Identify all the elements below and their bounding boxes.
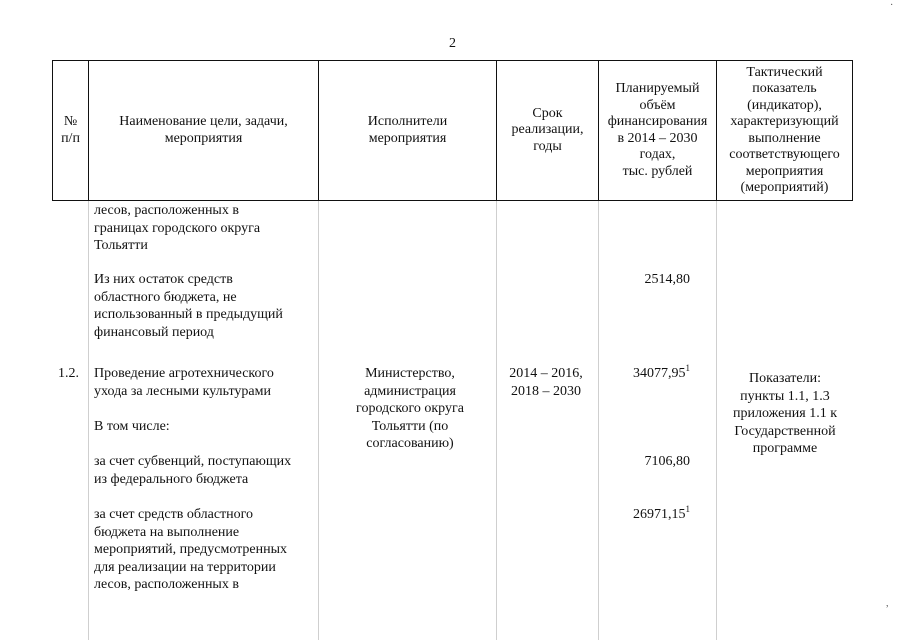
header-executors: Исполнители мероприятия [319,61,497,201]
continued-item-name: лесов, расположенных в границах городского округа Тольятти [94,203,261,253]
remainder-financing: 2514,80 [644,272,690,287]
header-number: № п/п [53,61,89,201]
regional-budget-name: за счет средств областного бюджета на выполнение мероприятий, предусмотренных для реализации на территории лесов, расположенных в [94,507,288,592]
column-divider [496,201,497,640]
scan-speck: · [890,0,894,11]
table-header [52,60,853,201]
scan-speck: , [886,598,889,609]
item-name: Проведение агротехнического ухода за лесными культурами [94,366,274,399]
item-indicator: Показатели: пункты 1.1, 1.3 приложения 1.1 к Государственной программе [732,371,838,456]
remainder-name: Из них остаток средств областного бюджета, не использованный в предыдущий финансовый период [94,272,283,340]
header-financing: Планируемый объём финансирования в 2014 – 2030 годах, тыс. рублей [599,61,717,201]
federal-subvention-name: за счет субвенций, поступающих из федерального бюджета [94,454,292,487]
item-executors: Министерство, администрация городского округа Тольятти (по согласованию) [356,366,464,451]
item-financing-value: 34077,95 [633,366,686,381]
header-indicator: Тактический показатель (индикатор), характеризующий выполнение соответствующего мероприятия (мероприятий) [717,61,853,201]
page-number: 2 [449,36,456,51]
column-divider [598,201,599,640]
item-number: 1.2. [58,366,79,381]
header-name: Наименование цели, задачи, мероприятия [89,61,319,201]
footnote-mark: 1 [685,504,690,514]
column-divider [88,201,89,640]
federal-subvention-financing: 7106,80 [644,454,690,469]
including-label: В том числе: [94,419,170,434]
header-period: Срок реализации, годы [497,61,599,201]
item-period: 2014 – 2016, 2018 – 2030 [509,366,583,399]
item-financing [600,365,690,383]
regional-budget-financing [600,506,690,524]
regional-budget-financing-value: 26971,15 [633,507,686,522]
footnote-mark: 1 [685,363,690,373]
column-divider [716,201,717,640]
